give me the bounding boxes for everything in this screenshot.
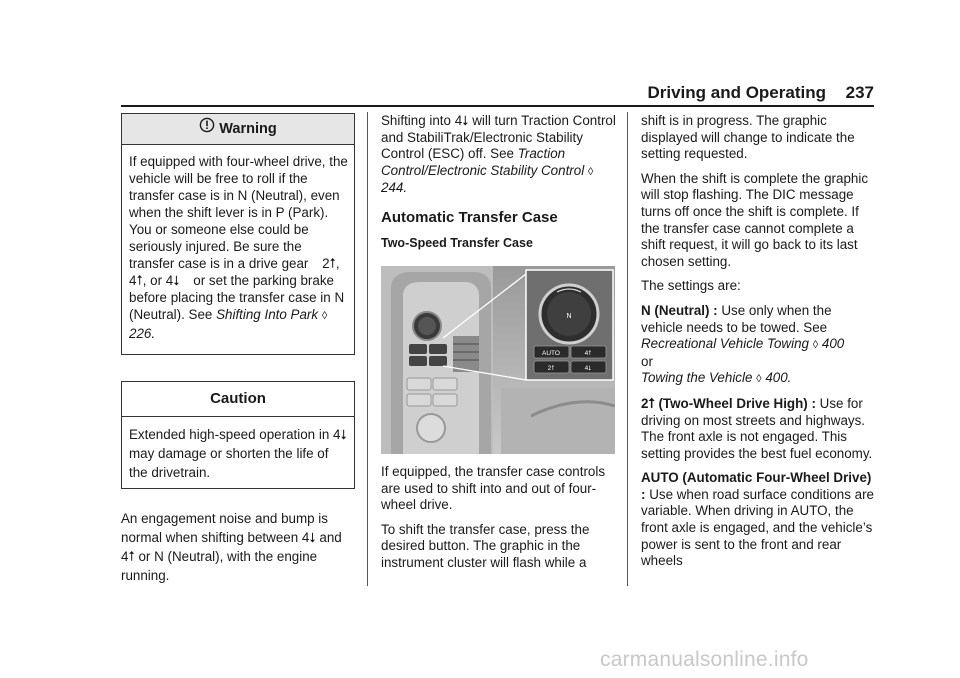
neutral-or: or (641, 353, 653, 369)
two-wheel-high-term: 2⭡ (Two-Wheel Drive High) : (641, 395, 816, 411)
rv-towing-link[interactable]: Recreational Vehicle Towing (641, 336, 809, 352)
knob-label: N (566, 312, 572, 320)
towing-vehicle-ref[interactable]: 400. (765, 370, 792, 386)
warning-icon (199, 114, 215, 144)
page-ref-icon: ◊ (587, 165, 594, 178)
header-rule (121, 105, 874, 107)
warning-text-2: or set the parking brake before placing the transfer case in N (Neutral). See (129, 273, 345, 322)
warning-ref-page[interactable]: 226. (129, 326, 156, 341)
warning-header (122, 114, 354, 145)
shift-complete-paragraph: When the shift is complete the graphic will stop flashing. The DIC message turns off once the shift is complete. If the transfer case cannot complete a shift request, it will go back to its last chosen setting. (641, 170, 869, 269)
warning-gears: 2⭡, 4⭡, or 4⭣ (129, 256, 340, 288)
subsection-heading: Two-Speed Transfer Case (381, 235, 533, 250)
shifting-text-1: Shifting into (381, 113, 451, 128)
column-divider-1 (367, 112, 368, 586)
watermark: carmanualsonline.info (600, 648, 809, 671)
engagement-paragraph (121, 509, 355, 585)
page-ref-icon: ◊ (756, 373, 762, 386)
warning-link[interactable]: Shifting Into Park (216, 307, 319, 322)
page-ref-icon: ◊ (812, 339, 819, 352)
auto-setting (641, 470, 876, 570)
caution-title: Caution (210, 390, 266, 407)
page-ref-icon: ◊ (321, 310, 328, 322)
engagement-text-1: An engagement noise and bump is normal when shifting between (121, 511, 328, 545)
neutral-setting (641, 303, 876, 388)
transfer-case-image (381, 266, 615, 454)
transfer-case-control-illustration (381, 266, 615, 454)
caution-box (121, 381, 355, 489)
warning-body (122, 145, 354, 354)
4lo-button-label: 4⭣ (584, 364, 592, 372)
traction-control-link[interactable]: Traction Control/Electronic Stability Control (381, 146, 585, 178)
neutral-text: Use only when the vehicle needs to be towed. See (641, 302, 832, 335)
shifting-gear: 4⭣ (454, 113, 469, 128)
engagement-text-3: or N (Neutral), with the engine running. (121, 549, 318, 583)
column-2 (381, 113, 617, 580)
shifting-paragraph (381, 113, 617, 197)
column-1 (121, 113, 355, 593)
shift-instructions-paragraph: To shift the transfer case, press the desired button. The graphic in the instrument cluster will flash while a (381, 521, 590, 570)
section-heading: Automatic Transfer Case (381, 208, 558, 226)
shift-progress-paragraph: shift is in progress. The graphic displayed will change to indicate the setting requested. (641, 113, 855, 162)
warning-text-1: If equipped with four-wheel drive, the vehicle will be free to roll if the transfer case is in N (Neutral), even when the shift lever is in P (Park). You or someone else could be seriously injured. Be sure the transfer case is in a drive gear (129, 154, 348, 271)
two-wheel-high-text: Use for driving on most streets and highways. The front axle is not engaged. This setting provides the best fuel economy. (641, 395, 873, 461)
section-title: Driving and Operating (647, 83, 826, 102)
caution-body (122, 417, 354, 488)
auto-text: Use when road surface conditions are variable. When driving in AUTO, the front axle is engaged, and the vehicle’s power is sent to the front and rear wheels (641, 486, 874, 569)
shifting-text-2: will turn Traction Control and StabiliTrak/Electronic Stability Control (ESC) off. See (381, 113, 616, 162)
caution-header (122, 382, 354, 417)
traction-control-ref[interactable]: 244. (381, 180, 408, 196)
engagement-gear-1: 4⭣ (301, 530, 316, 545)
rv-towing-ref[interactable]: 400 (821, 336, 845, 352)
neutral-term: N (Neutral) : (641, 302, 718, 318)
two-wheel-high-setting (641, 396, 876, 462)
2hi-button-label: 2⭡ (547, 364, 555, 372)
settings-intro: The settings are: (641, 278, 741, 294)
column-divider-2 (627, 112, 628, 586)
engagement-text-2: and (319, 530, 342, 545)
caution-gear: 4⭣ (333, 427, 347, 442)
towing-vehicle-link[interactable]: Towing the Vehicle (641, 370, 753, 386)
warning-box (121, 113, 355, 355)
caution-text-1: Extended high-speed operation in (129, 427, 330, 442)
4hi-button-label: 4⭡ (584, 349, 592, 357)
equipped-paragraph: If equipped, the transfer case controls are used to shift into and out of four-wheel drive. (381, 463, 606, 513)
auto-term: AUTO (Automatic Four-Wheel Drive) : (641, 470, 872, 502)
page-number: 237 (845, 83, 874, 102)
warning-title: Warning (219, 121, 277, 137)
engagement-gear-2: 4⭡ (121, 549, 135, 564)
caution-text-2: may damage or shorten the life of the drivetrain. (129, 446, 329, 480)
column-3 (641, 113, 876, 578)
auto-button-label: AUTO (542, 349, 560, 357)
